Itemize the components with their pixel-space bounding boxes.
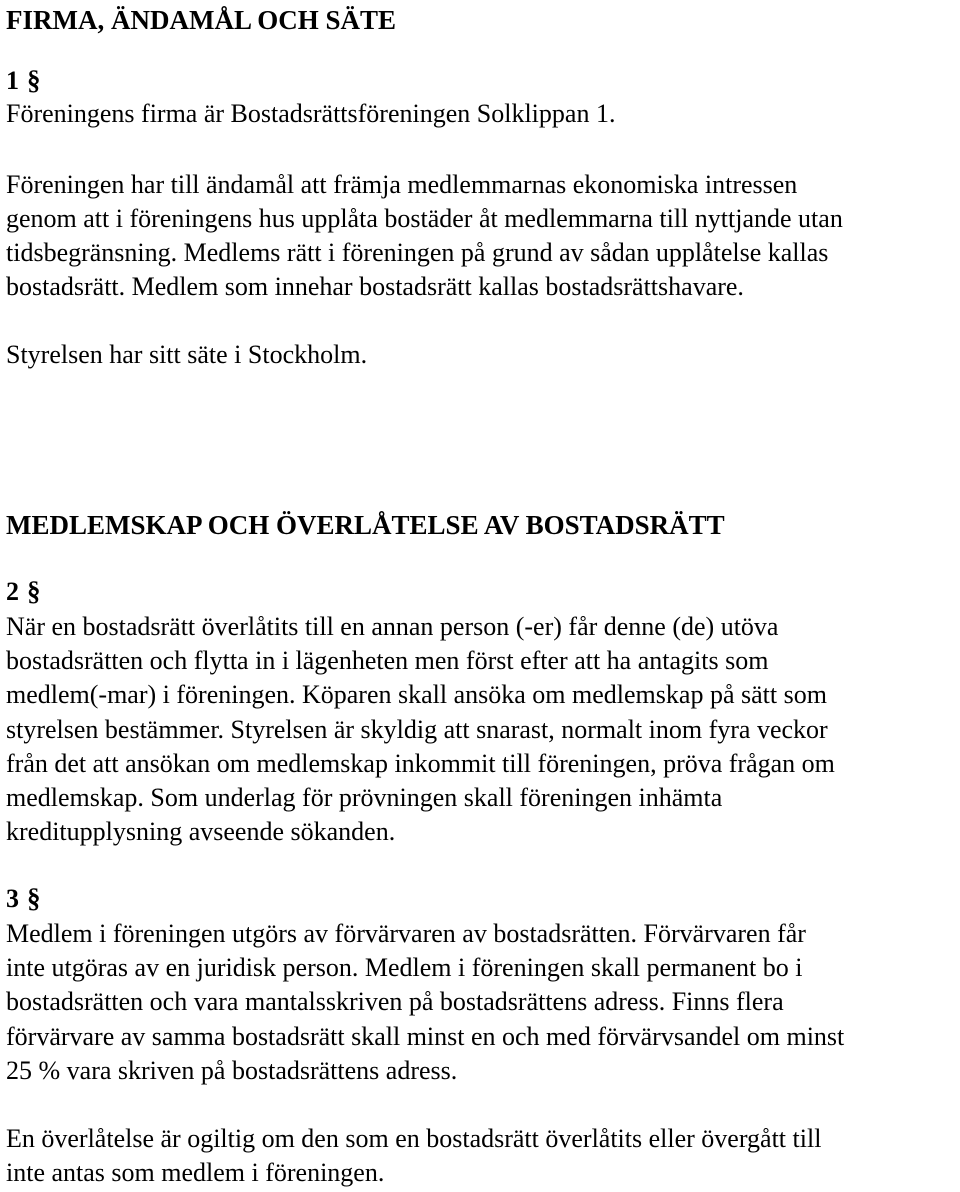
section-symbol: § bbox=[27, 883, 41, 913]
section-heading-medlemskap: MEDLEMSKAP OCH ÖVERLÅTELSE AV BOSTADSRÄTT bbox=[6, 510, 725, 540]
para2-line-2: bostadsrätten och flytta in i lägenheten men först efter att ha antagits som bbox=[6, 646, 769, 675]
para3-line-1: Medlem i föreningen utgörs av förvärvaren av bostadsrätten. Förvärvaren får bbox=[6, 919, 806, 948]
paragraph-number: 2 bbox=[6, 577, 19, 606]
firma-paragraph: Föreningens firma är Bostadsrättsföreningen Solklippan 1. bbox=[6, 99, 616, 128]
paragraph-number-1 bbox=[6, 64, 41, 97]
paragraph-number: 1 bbox=[6, 66, 19, 95]
para3-line-5: 25 % vara skriven på bostadsrättens adress. bbox=[6, 1056, 458, 1085]
overlatelse-line-1: En överlåtelse är ogiltig om den som en bostadsrätt överlåtits eller övergått till bbox=[6, 1124, 822, 1153]
andamal-line-1: Föreningen har till ändamål att främja medlemmarnas ekonomiska intressen bbox=[6, 170, 798, 199]
section-symbol: § bbox=[27, 65, 41, 95]
paragraph-number: 3 bbox=[6, 884, 19, 913]
para3-line-2: inte utgöras av en juridisk person. Medlem i föreningen skall permanent bo i bbox=[6, 953, 803, 982]
sate-paragraph: Styrelsen har sitt säte i Stockholm. bbox=[6, 340, 368, 369]
section-symbol: § bbox=[27, 576, 41, 606]
para2-line-7: kreditupplysning avseende sökanden. bbox=[6, 817, 396, 846]
paragraph-number-2 bbox=[6, 575, 41, 608]
section-heading-firma: FIRMA, ÄNDAMÅL OCH SÄTE bbox=[6, 5, 397, 35]
andamal-line-4: bostadsrätt. Medlem som innehar bostadsrätt kallas bostadsrättshavare. bbox=[6, 272, 744, 301]
andamal-line-2: genom att i föreningens hus upplåta bostäder åt medlemmarna till nyttjande utan bbox=[6, 204, 843, 233]
para2-line-5: från det att ansökan om medlemskap inkommit till föreningen, pröva frågan om bbox=[6, 749, 835, 778]
para3-line-3: bostadsrätten och vara mantalsskriven på bostadsrättens adress. Finns flera bbox=[6, 987, 784, 1016]
para2-line-3: medlem(-mar) i föreningen. Köparen skall ansöka om medlemskap på sätt som bbox=[6, 680, 827, 709]
para2-line-1: När en bostadsrätt överlåtits till en annan person (-er) får denne (de) utöva bbox=[6, 612, 779, 641]
para2-line-4: styrelsen bestämmer. Styrelsen är skyldig att snarast, normalt inom fyra veckor bbox=[6, 715, 828, 744]
para2-line-6: medlemskap. Som underlag för prövningen skall föreningen inhämta bbox=[6, 783, 723, 812]
paragraph-number-3 bbox=[6, 882, 41, 915]
andamal-line-3: tidsbegränsning. Medlems rätt i föreningen på grund av sådan upplåtelse kallas bbox=[6, 238, 829, 267]
para3-line-4: förvärvare av samma bostadsrätt skall minst en och med förvärvsandel om minst bbox=[6, 1022, 845, 1051]
overlatelse-line-2: inte antas som medlem i föreningen. bbox=[6, 1158, 385, 1187]
